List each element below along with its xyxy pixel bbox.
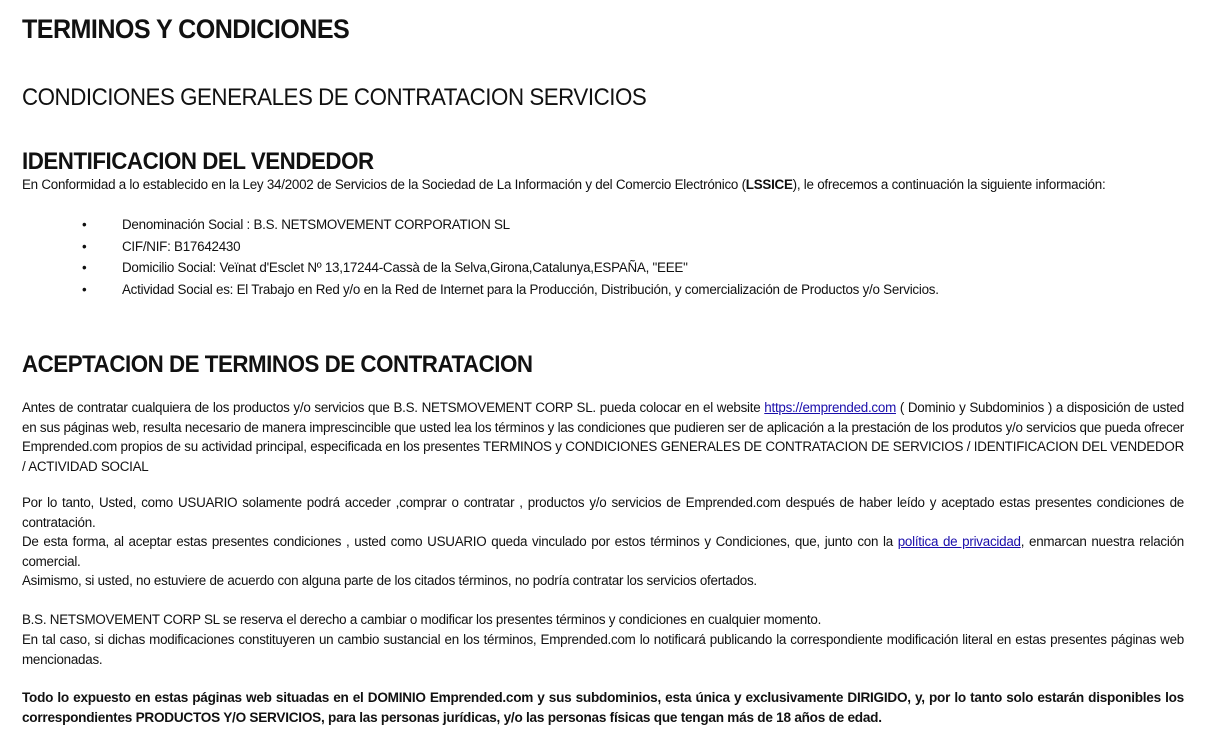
privacy-policy-link[interactable]: política de privacidad <box>897 534 1021 549</box>
conformity-paragraph <box>22 175 1184 195</box>
lssice-term: LSSICE <box>745 177 793 192</box>
before-contracting-text-start: Antes de contratar cualquiera de los productos y/o servicios que B.S. NETSMOVEMENT CORP SL. pueda colocar en el website <box>22 400 765 415</box>
acceptance-heading: ACEPTACION DE TERMINOS DE CONTRATACION <box>22 351 533 378</box>
bullet: • <box>82 260 87 275</box>
therefore-paragraph: Por lo tanto, Usted, como USUARIO solamente podrá acceder ,comprar o contratar , productos y/o servicios de Emprended.com después de haber leído y aceptado estas presentes condiciones de contratación. <box>22 495 1184 530</box>
company-name: Denominación Social : B.S. NETSMOVEMENT CORPORATION SL <box>122 217 510 232</box>
conformity-text-start: En Conformidad a lo establecido en la Ley 34/2002 de Servicios de la Sociedad de La Información y del Comercio Electrónico ( <box>22 177 746 192</box>
bullet: • <box>82 281 87 297</box>
page-title: TERMINOS Y CONDICIONES <box>22 14 350 44</box>
modification-notice-paragraph: En tal caso, si dichas modificaciones constituyeren un cambio sustancial en los términos, Emprended.com lo notificará publicando la correspondiente modificación literal en estas presentes páginas web mencionadas. <box>22 632 1184 667</box>
registered-address: Domicilio Social: Veïnat d'Esclet Nº 13,17244-Cassà de la Selva,Girona,Catalunya,ESPAÑA, "EEE" <box>122 260 688 275</box>
modification-rights-paragraph: B.S. NETSMOVEMENT CORP SL se reserva el derecho a cambiar o modificar los presentes términos y condiciones en cualquier momento. <box>22 612 822 627</box>
disagreement-paragraph: Asimismo, si usted, no estuviere de acuerdo con alguna parte de los citados términos, no podría contratar los servicios ofertados. <box>22 573 757 588</box>
acceptance-paragraph <box>22 532 1184 571</box>
bullet: • <box>82 217 87 232</box>
conformity-text-end: ), le ofrecemos a continuación la siguiente información: <box>792 177 1106 192</box>
bullet: • <box>82 238 87 254</box>
acceptance-text-start: De esta forma, al aceptar estas presentes condiciones , usted como USUARIO queda vinculado por estos términos y Condiciones, que, junto con la <box>22 534 898 549</box>
business-activity: Actividad Social es: El Trabajo en Red y/o en la Red de Internet para la Producción, Distribución, y comercialización de Productos y/o Servicios. <box>122 281 939 297</box>
age-restriction-paragraph: Todo lo expuesto en estas páginas web situadas en el DOMINIO Emprended.com y sus subdominios, esta única y exclusivamente DIRIGIDO, y, por lo tanto solo estarán disponibles los correspondientes PRODUCTOS Y/O SERVICIOS, para las personas jurídicas, y/o las personas físicas que tengan más de 18 años de edad. <box>22 690 1184 725</box>
website-link[interactable]: https://emprended.com <box>764 400 896 415</box>
acceptance-text-end: , enmarcan nuestra relación comercial. <box>22 534 1184 569</box>
vendor-identification-heading: IDENTIFICACION DEL VENDEDOR <box>22 148 374 175</box>
before-contracting-paragraph <box>22 398 1184 476</box>
before-contracting-text-end: ( Dominio y Subdominios ) a disposición de usted en sus páginas web, resulta necesario de manera imprescincible que usted lea los términos y las condiciones que pudieren ser de aplicación a la prestación de los produtos y/o servicios que pueda ofrecer Emprended.com propios de su actividad principal, especificada en los presentes TERMINOS y CONDICIONES GENERALES DE CONTRATACION DE SERVICIOS / IDENTIFICACION DEL VENDEDOR / ACTIVIDAD SOCIAL <box>22 400 1184 474</box>
conditions-heading: CONDICIONES GENERALES DE CONTRATACION SERVICIOS <box>22 84 647 111</box>
tax-id: CIF/NIF: B17642430 <box>122 238 241 254</box>
